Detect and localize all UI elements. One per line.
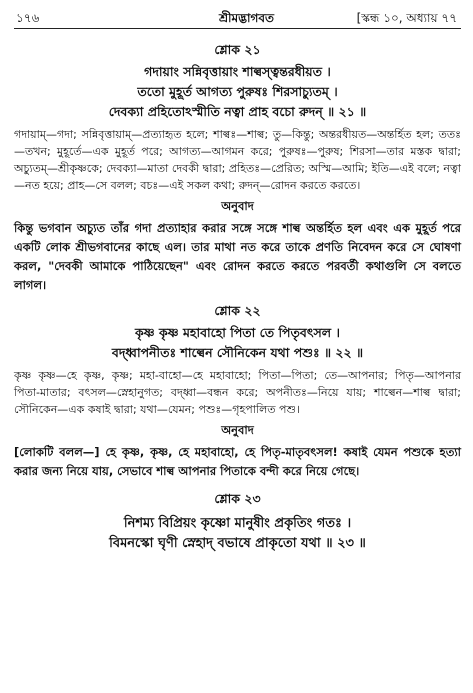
verse-23-heading: শ্লোক ২৩ [214, 491, 261, 506]
verse-23-section [14, 491, 461, 554]
verse-21-line-2: ততো মুহূর্ত আগত্য পুরুষঃ শিরসাচ্যুতম্‌ । [137, 84, 338, 99]
verse-21-heading: শ্লোক ২১ [214, 42, 261, 57]
verse-23-line-2: বিমনস্কো ঘৃণী স্নেহাদ্‌ বভাষে প্রাকৃতো যথা ॥ ২৩ ॥ [109, 536, 366, 551]
verse-21-synonyms: গদায়াম্‌—গদা; সন্নিবৃত্তায়াম্‌—প্রত্যাহৃত হলে; শাল্বঃ—শাল্ব; তু—কিন্তু; অন্তরধীয়ত—অন্তর্হিত হল; ততঃ—তখন; মুহূর্তে—এক মুহূর্ত পরে; আগত্য—আগমন করে; পুরুষঃ—পুরুষ; শিরসা—তার মস্তক দ্বারা; অচ্যুতম্‌—শ্রীকৃষ্ণকে; দেবক্যা—মাতা দেবকী দ্বারা; প্রহিতঃ—প্রেরিত; অস্মি—আমি; ইতি—এই বলে; নত্বা—নত হয়ে; প্রাহ—সে বলল; বচঃ—এই সকল কথা; রুদন্‌—রোদন করতে করতে। [14, 128, 461, 192]
verse-22-synonyms: কৃষ্ণ কৃষ্ণ—হে কৃষ্ণ, কৃষ্ণ; মহা-বাহো—হে মহাবাহো; পিতা—পিতা; তে—আপনার; পিতৃ—আপনার পিতা-মাতার; বৎসল—স্নেহানুগত; বদ্ধ্বা—বন্ধন করে; অপনীতঃ—নিয়ে যায়; শাল্বেন—শাল্ব দ্বারা; সৌনিকেন—এক কষাই দ্বারা; যথা—যেমন; পশুঃ—গৃহপালিত পশু। [14, 369, 461, 416]
verse-21-translation: কিন্তু ভগবান অচ্যুত তাঁর গদা প্রত্যাহার করার সঙ্গে সঙ্গে শাল্ব অন্তর্হিত হল এবং এক মুহূর্ত পরে একটি লোক শ্রীভগবানের কাছে এল। তার মাথা নত করে তাকে প্রণতি নিবেদন করে সে ঘোষণা করল, "দেবকী আমাকে পাঠিয়েছেন" এবং রোদন করতে করতে পরবর্তী কথাগুলি সে বলতে লাগল। [14, 221, 461, 292]
header-rule [14, 28, 461, 29]
book-title: শ্রীমদ্ভাগবত [219, 11, 275, 25]
verse-21-line-3: দেবক্যা প্রহিতোঽস্মীতি নত্বা প্রাহ বচো রুদন্‌ ॥ ২১ ॥ [108, 104, 367, 119]
chapter-reference: [স্কন্ধ ১০, অধ্যায় ৭৭ [356, 11, 457, 25]
verse-22-translation-heading: অনুবাদ [221, 423, 254, 437]
verse-22-line-1: কৃষ্ণ কৃষ্ণ মহাবাহো পিতা তে পিতৃবৎসল । [135, 325, 340, 340]
page-header [14, 6, 461, 28]
verse-21-translation-heading: অনুবাদ [221, 199, 254, 213]
verse-21-line-1: গদায়াং সন্নিবৃত্তায়াং শাল্বস্ত্বন্তরধীয়ত । [144, 64, 331, 79]
verse-22-heading: শ্লোক ২২ [214, 303, 261, 318]
verse-21-section [14, 42, 461, 295]
verse-22-translation: [লোকটি বলল—] হে কৃষ্ণ, কৃষ্ণ, হে মহাবাহো, হে পিতৃ-মাতৃবৎসল! কষাই যেমন পশুকে হত্যা করার জন্য নিয়ে যায়, সেভাবে শাল্ব আপনার পিতাকে বন্দী করে নিয়ে গেছে। [14, 445, 461, 478]
verse-22-line-2: বদ্ধ্বাপনীতঃ শাল্বেন সৌনিকেন যথা পশুঃ ॥ ২২ ॥ [111, 345, 364, 360]
page-number: ১৭৬ [16, 11, 40, 25]
verse-23-line-1: নিশম্য বিপ্রিয়ং কৃষ্ণো মানুষীং প্রকৃতিং গতঃ । [123, 516, 352, 531]
verse-22-section [14, 303, 461, 481]
